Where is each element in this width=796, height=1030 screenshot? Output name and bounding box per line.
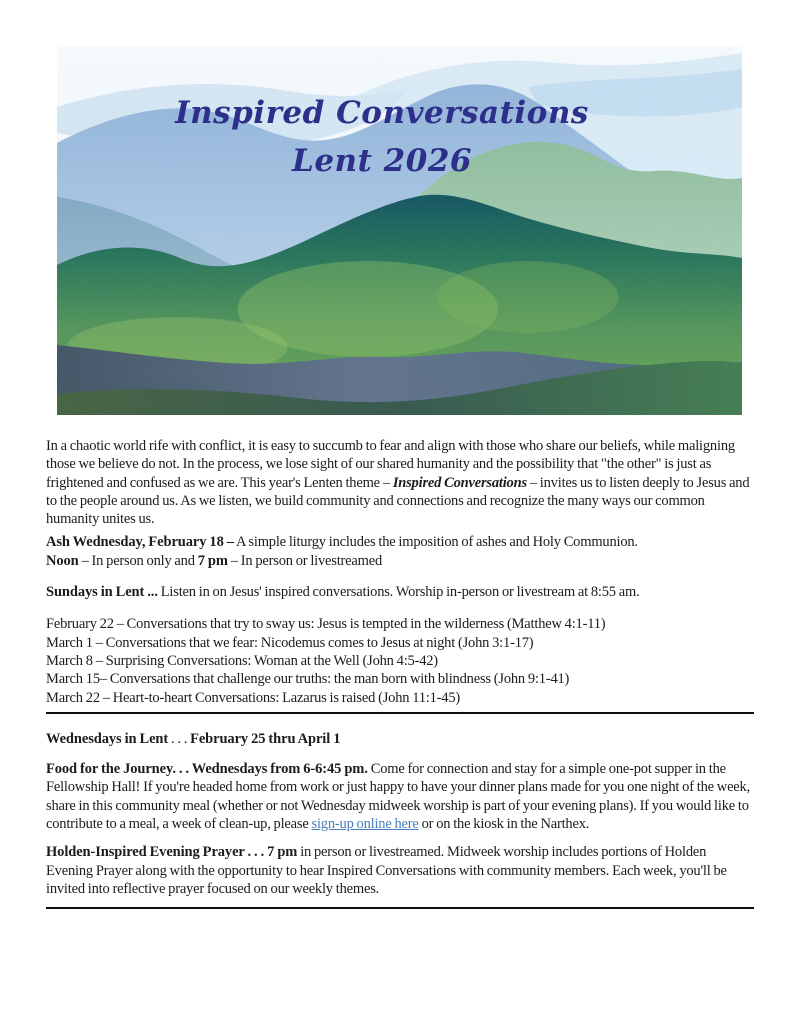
ash-wednesday-paragraph (46, 533, 754, 570)
sunday-schedule-list (46, 615, 754, 706)
schedule-item-mar-22: March 22 – Heart-to-heart Conversations: Lazarus is raised (John 11:1-45) (46, 689, 461, 706)
ash-wednesday-mid-text: – In person only and (78, 552, 198, 569)
schedule-item-mar-1: March 1 – Conversations that we fear: Nicodemus comes to Jesus at night (John 3:1-17) (46, 634, 534, 651)
wednesdays-heading-bold1: Wednesdays in Lent (46, 730, 169, 747)
ash-wednesday-time-7pm: 7 pm (197, 552, 228, 569)
wednesdays-heading-dots: . . . (168, 730, 191, 747)
hero-watercolor-image (57, 47, 742, 415)
section-divider-bottom (46, 907, 754, 909)
signup-online-link[interactable]: sign-up online here (311, 816, 419, 833)
ash-wednesday-end-text: – In person or livestreamed (227, 552, 382, 569)
food-text-after-link: or on the kiosk in the Narthex. (418, 816, 590, 833)
intro-paragraph (46, 437, 754, 528)
holden-evening-prayer-paragraph (46, 843, 754, 898)
food-heading: Food for the Journey. . . Wednesdays from 6-6:45 pm. (46, 761, 368, 778)
schedule-item-feb-22: February 22 – Conversations that try to sway us: Jesus is tempted in the wilderness (Matthew 4:1-11) (46, 616, 606, 633)
ash-wednesday-description: A simple liturgy includes the imposition of ashes and Holy Communion. (233, 534, 638, 551)
food-text-before-link: Come for connection and stay for a simple one-pot supper in the Fellowship Hall! If you're headed home from work or just happy to have your dinner plans made for you one night of the week, share in this community meal (whether or not Wednesday midweek worship is part of your evening plans). If you would like to contribute to a meal, a week of clean-up, please (46, 761, 751, 833)
intro-text-before: In a chaotic world rife with conflict, it is easy to succumb to fear and align with those who share our beliefs, while maligning those we believe do not. In the process, we lose sight of our shared humanity and the possibility that "the other" is just as frightened and confused as we are. This year's Lenten theme – (46, 438, 735, 491)
flyer-body (46, 437, 754, 909)
ash-wednesday-time-noon: Noon (46, 552, 79, 569)
hero-title (57, 89, 707, 185)
sundays-in-lent-paragraph (46, 583, 754, 601)
intro-theme-emphasis: Inspired Conversations (392, 474, 527, 491)
hero-title-line2: Lent 2026 (292, 143, 472, 179)
food-for-journey-paragraph (46, 760, 754, 833)
intro-text-after: – invites us to listen deeply to Jesus and to the people around us. As we listen, we build community and connections and recognize the many ways our common humanity unites us. (46, 474, 750, 528)
section-divider-top (46, 712, 754, 714)
wednesdays-heading-bold2: February 25 thru April 1 (190, 730, 341, 747)
wednesdays-heading (46, 730, 754, 748)
schedule-item-mar-15: March 15– Conversations that challenge our truths: the man born with blindness (John 9:1-41) (46, 671, 570, 688)
hero-title-line1: Inspired Conversations (175, 95, 589, 131)
schedule-item-mar-8: March 8 – Surprising Conversations: Woman at the Well (John 4:5-42) (46, 652, 438, 669)
sundays-description: Listen in on Jesus' inspired conversations. Worship in-person or livestream at 8:55 am. (157, 584, 640, 601)
holden-heading: Holden-Inspired Evening Prayer . . . 7 pm (46, 844, 298, 861)
ash-wednesday-heading: Ash Wednesday, February 18 – (46, 534, 234, 551)
holden-body-text: in person or livestreamed. Midweek worship includes portions of Holden Evening Prayer along with the opportunity to hear Inspired Conversations with community members. Each week, you'll be invited into reflective prayer focused on our weekly themes. (46, 844, 727, 897)
sundays-heading: Sundays in Lent ... (46, 584, 158, 601)
